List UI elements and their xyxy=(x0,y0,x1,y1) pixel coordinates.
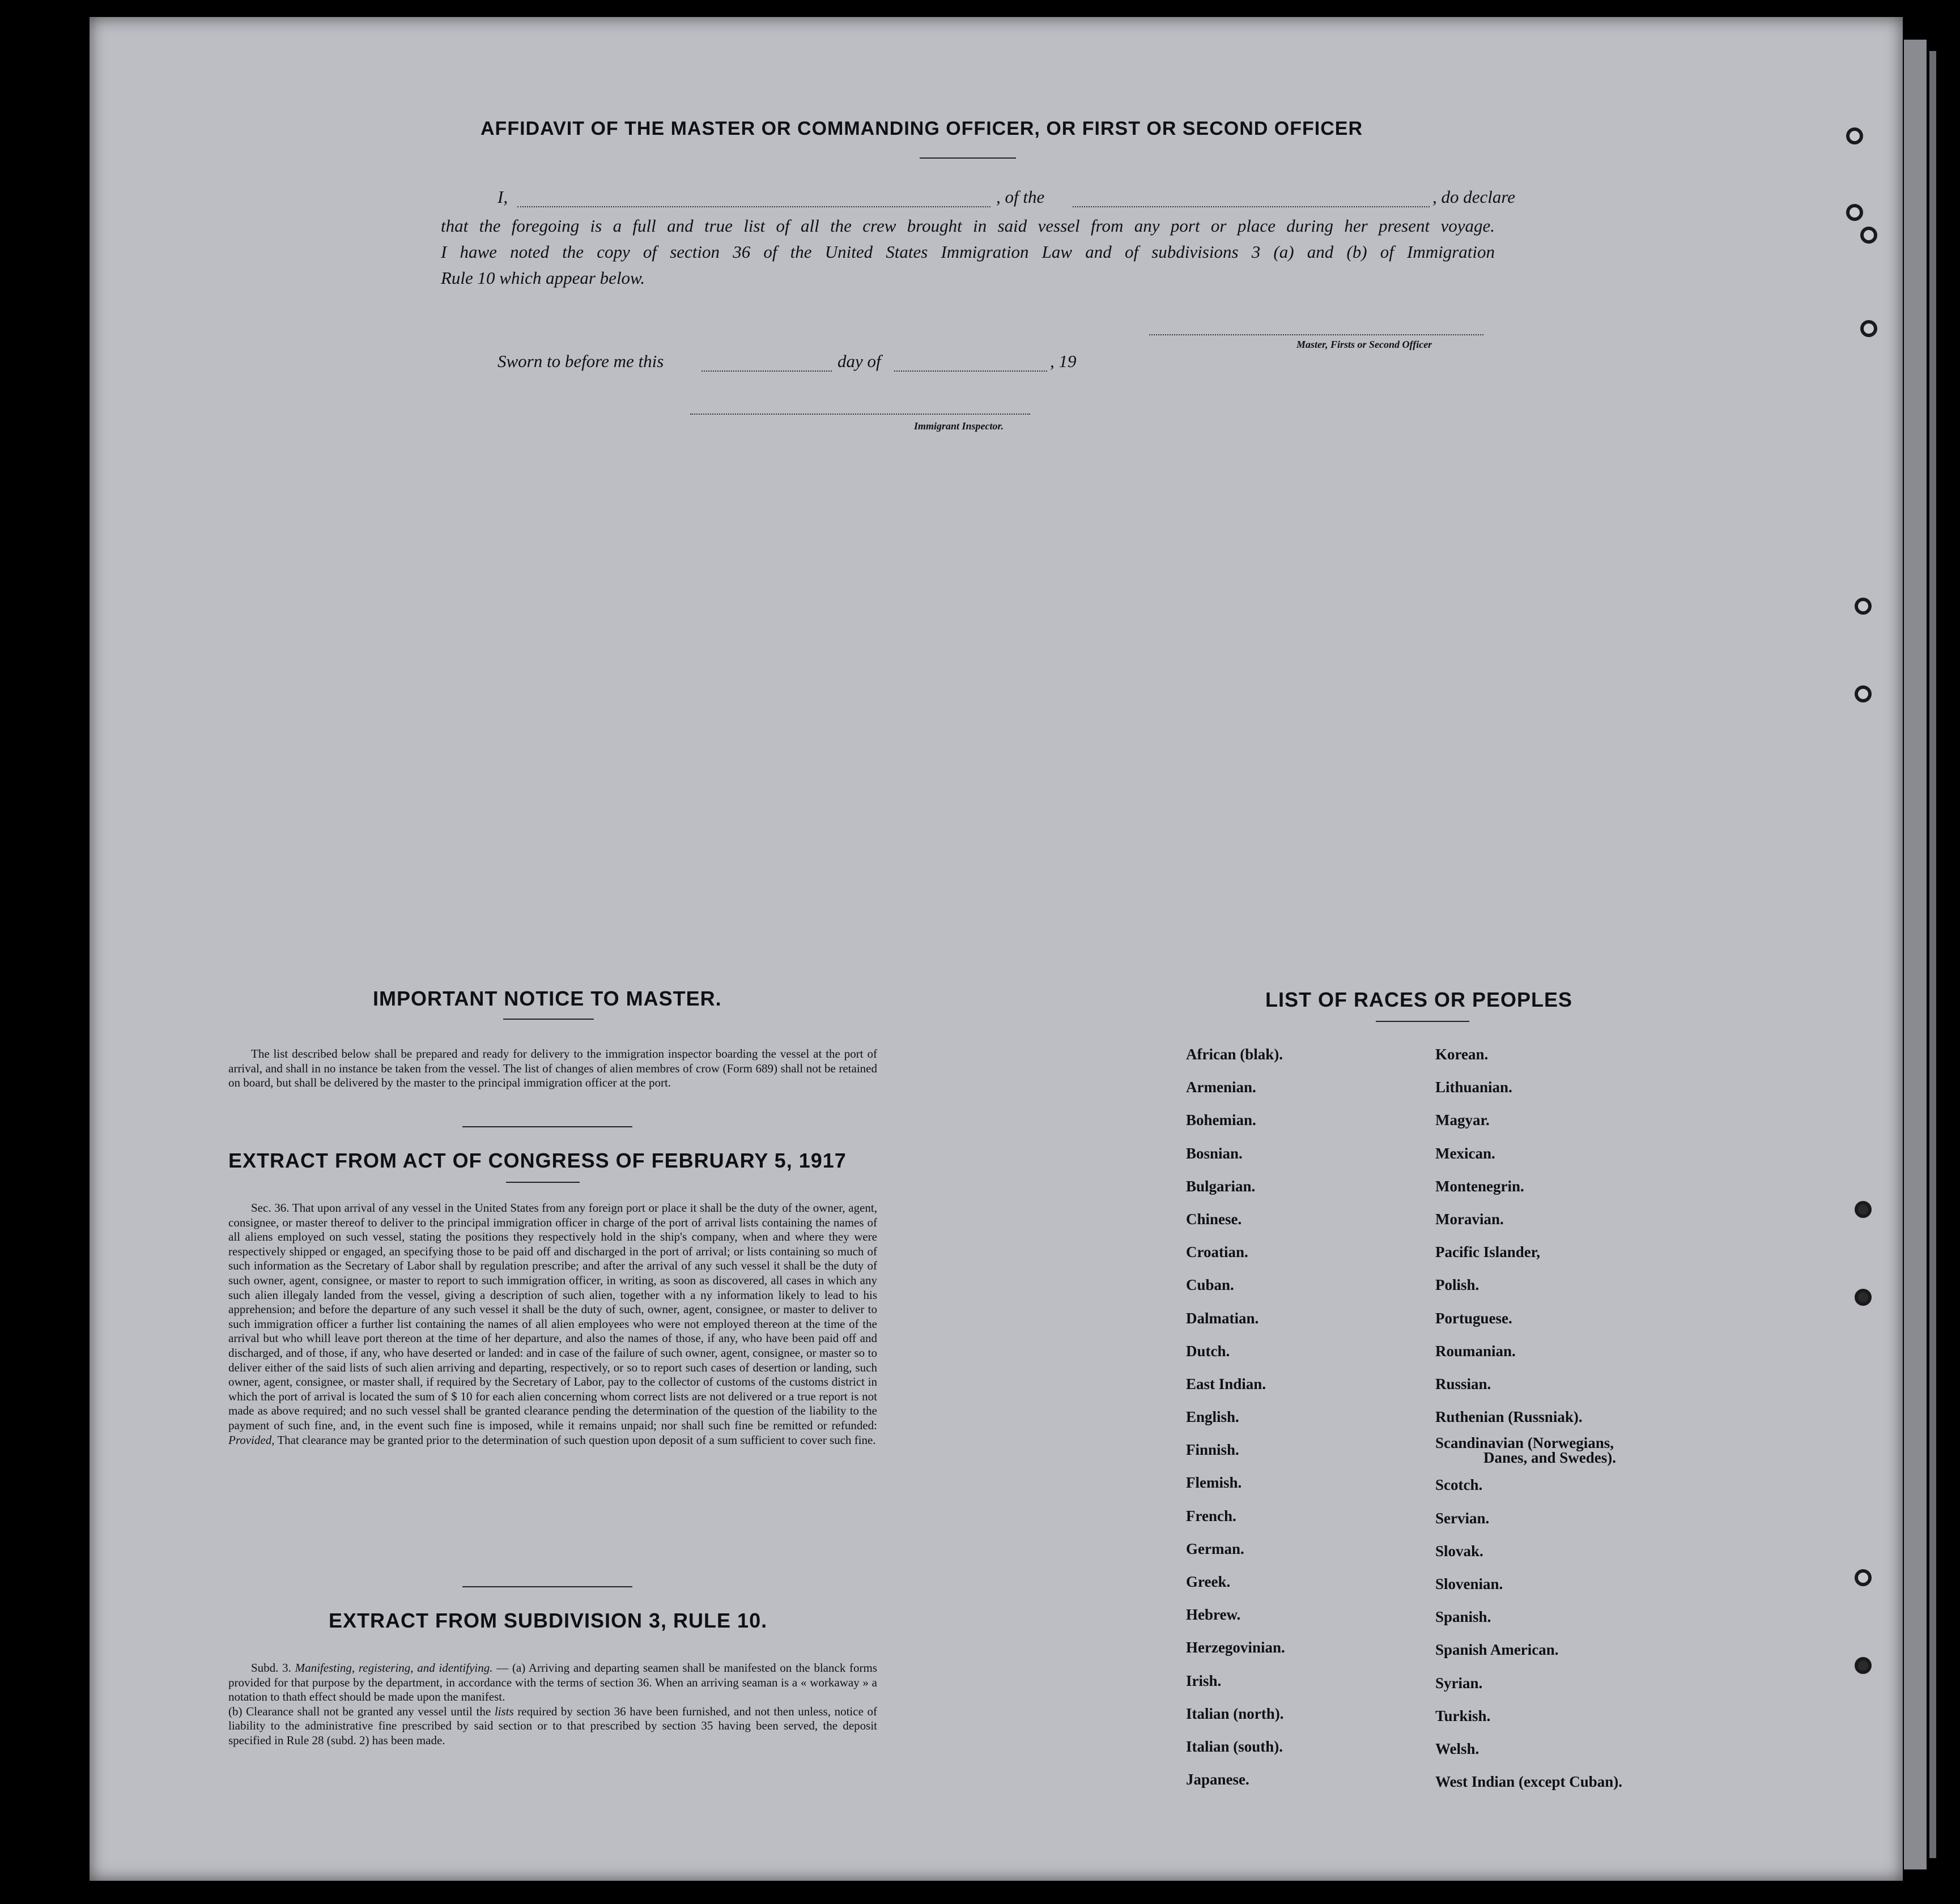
race-item: Slovenian. xyxy=(1435,1575,1503,1592)
race-item: Montenegrin. xyxy=(1435,1177,1524,1195)
race-item: Finnish. xyxy=(1186,1441,1239,1459)
notice-underline xyxy=(503,1019,594,1020)
race-item: African (blak). xyxy=(1186,1046,1283,1063)
punch-hole xyxy=(1855,598,1872,615)
race-item: Italian (south). xyxy=(1186,1737,1283,1755)
act-title: EXTRACT FROM ACT OF CONGRESS OF FEBRUARY 5, 1917 xyxy=(228,1149,847,1172)
declaration-line-3: I hawe noted the copy of section 36 of the United States Immigration Law and of subdivisions 3 (a) and (b) of Immigration xyxy=(441,242,1495,262)
page-edge xyxy=(1904,40,1927,1869)
rule10-para-a xyxy=(228,1661,877,1705)
race-item: Chinese. xyxy=(1186,1210,1242,1228)
race-item: Greek. xyxy=(1186,1573,1231,1590)
title-underline xyxy=(920,157,1016,159)
race-item-two-line xyxy=(1435,1433,1622,1468)
of-the-label: , of the xyxy=(996,187,1045,207)
declaration-line-2: that the foregoing is a full and true list of all the crew brought in said vessel from any port or place during her present voyage. xyxy=(441,216,1495,236)
para-b-lists: lists xyxy=(494,1704,514,1718)
manifest-page xyxy=(90,17,1903,1881)
race-item: Portuguese. xyxy=(1435,1309,1512,1327)
race-item: Croatian. xyxy=(1186,1243,1248,1261)
race-item: Servian. xyxy=(1435,1509,1490,1527)
inspector-caption: Immigrant Inspector. xyxy=(914,420,1004,432)
race-item: Bosnian. xyxy=(1186,1144,1243,1162)
punch-hole xyxy=(1846,204,1863,221)
race-item: Dutch. xyxy=(1186,1342,1230,1360)
para-a-text: — (a) Arriving and departing seamen shall be manifested on the blanck forms provided for that purpose by the department, in accordance with the terms of section 36. When an arriving seaman is a « workaway » a notation to thath effect should be made upon the manifest. xyxy=(228,1661,878,1704)
races-underline xyxy=(1376,1021,1469,1022)
vessel-blank xyxy=(1073,206,1430,207)
para-b-rest: required by section 36 have been furnished, and not then unless, notice of liability to the administrative fine prescribed by said section or to that prescribed by section 35 having been served, the deposit specified in Rule 28 (subd. 2) has been made. xyxy=(228,1704,878,1747)
sworn-line xyxy=(498,351,1177,377)
rule10-para-b xyxy=(228,1705,877,1748)
race-item: Scotch. xyxy=(1435,1476,1483,1494)
race-item: Spanish American. xyxy=(1435,1641,1559,1659)
race-item: French. xyxy=(1186,1507,1236,1524)
race-item: Polish. xyxy=(1435,1276,1479,1294)
race-item: Spanish. xyxy=(1435,1608,1491,1626)
race-item: Lithuanian. xyxy=(1435,1079,1512,1096)
notice-title: IMPORTANT NOTICE TO MASTER. xyxy=(373,987,722,1010)
race-item: Danes, and Swedes). xyxy=(1483,1449,1617,1467)
race-item: Armenian. xyxy=(1186,1079,1256,1096)
rule10-body xyxy=(228,1661,877,1748)
race-item: Hebrew. xyxy=(1186,1606,1241,1624)
subd-heading: Manifesting, registering, and identifying. xyxy=(295,1661,493,1675)
race-item: Japanese. xyxy=(1186,1771,1249,1788)
race-item: Mexican. xyxy=(1435,1144,1495,1162)
day-blank xyxy=(701,370,832,372)
race-item: Bulgarian. xyxy=(1186,1177,1256,1195)
subd-label: Subd. 3. xyxy=(251,1661,291,1675)
race-item: Magyar. xyxy=(1435,1111,1490,1129)
year-label: , 19 xyxy=(1050,351,1077,371)
race-item: Turkish. xyxy=(1435,1707,1491,1724)
race-item: Welsh. xyxy=(1435,1740,1479,1757)
race-item: English. xyxy=(1186,1408,1239,1426)
signature-line xyxy=(1149,334,1483,335)
i-label: I, xyxy=(498,187,508,207)
notice-divider xyxy=(462,1126,632,1127)
affidavit-title: AFFIDAVIT OF THE MASTER OR COMMANDING OFFICER, OR FIRST OR SECOND OFFICER xyxy=(481,118,1363,139)
punch-hole xyxy=(1860,227,1877,244)
race-item: Moravian. xyxy=(1435,1210,1504,1228)
act-underline xyxy=(506,1182,580,1183)
punch-hole xyxy=(1855,1289,1872,1306)
race-item: Bohemian. xyxy=(1186,1111,1256,1129)
race-item: Italian (north). xyxy=(1186,1705,1284,1722)
race-item: Flemish. xyxy=(1186,1474,1242,1492)
act-body xyxy=(228,1201,877,1447)
punch-hole xyxy=(1860,320,1877,337)
race-item: East Indian. xyxy=(1186,1375,1266,1392)
act-text-end: That clearance may be granted prior to the determination of such question upon deposit of a sum sufficient to cover such fine. xyxy=(277,1433,876,1447)
para-b-start: (b) Clearance shall not be granted any vessel until the xyxy=(228,1704,491,1718)
race-item: Russian. xyxy=(1435,1375,1491,1392)
punch-hole xyxy=(1855,1569,1872,1586)
punch-hole xyxy=(1855,1201,1872,1218)
act-text: That upon arrival of any vessel in the United States from any foreign port or place it shall be the duty of the owner, agent, consignee, or master thereof to deliver to the principal immigration officer in charge of the port of arrival lists containing the names of all aliens employed on such vessel, stating the positions they respectively hold in the ship's company, when and where they were respectively shipped or engaged, an specifying those to be paid off and discharged in the port of arrival; or lists containing so much of such information as the Secretary of Labor shall by regulation prescribe; and after the arrival of any such vessel it shall be the duty of such owner, agent, consignee, or master to report to such immigration officer, in writing, as soon as discovered, all cases in which any such alien illegaly landed from the vessel, giving a description of such alien, together with a ny information likely to lead to his apprehension; and before the departure of any such vessel it shall be the duty of such, owner, agent, consignee, or master to deliver to such immigration officer a further list containing the names of all alien employees who were not employed thereon at the time of the arrival but who whill leave port thereon at the time of her departure, and also the names of those, if any, who have been paid off and discharged, and of those, if any, who have deserted or landed: and in case of the failure of such owner, agent, consignee, or master so to deliver either of the said lists of such alien arriving and departing, respectively, or so to report such cases of desertion or landing, such owner, agent, consignee, or master shall, if required by the Secretary of Labor, pay to the collector of customs of the customs district in which the port of arrival is located the sum of $ 10 for each alien concerning whom correct lists are not delivered or a true report is not made as above required; and no such vessel shall be granted clearance pending the determination of the question of the liability to the payment of such fine, and, in the event such fine is imposed, while it remains unpaid; nor shall such fine be remitted or refunded: xyxy=(228,1201,877,1432)
rule10-title: EXTRACT FROM SUBDIVISION 3, RULE 10. xyxy=(329,1609,768,1632)
races-left-column xyxy=(1186,1038,1285,1796)
race-item: Ruthenian (Russniak). xyxy=(1435,1408,1583,1426)
page-edge-shadow xyxy=(1929,51,1936,1858)
race-item: German. xyxy=(1186,1540,1244,1557)
race-item: Roumanian. xyxy=(1435,1342,1516,1360)
punch-hole xyxy=(1855,1657,1872,1674)
sworn-label: Sworn to before me this xyxy=(498,351,664,371)
races-right-column xyxy=(1435,1038,1622,1798)
month-blank xyxy=(894,370,1047,372)
do-declare-label: , do declare xyxy=(1432,187,1516,207)
race-item: West Indian (except Cuban). xyxy=(1435,1773,1623,1791)
race-item: Dalmatian. xyxy=(1186,1309,1259,1327)
punch-hole xyxy=(1846,127,1863,144)
declaration-line-4: Rule 10 which appear below. xyxy=(441,268,645,288)
race-item: Cuban. xyxy=(1186,1276,1234,1294)
races-title: LIST OF RACES OR PEOPLES xyxy=(1265,988,1573,1011)
race-item: Irish. xyxy=(1186,1672,1222,1689)
signature-caption: Master, Firsts or Second Officer xyxy=(1296,339,1432,350)
notice-text: The list described below shall be prepared and ready for delivery to the immigration inspector boarding the vessel at the port of arrival, and shall in no instance be taken from the vessel. The list of changes of alien membres of crow (Form 689) shall not be retained on board, but shall be delivered by the master to the principal immigration officer at the port. xyxy=(228,1047,877,1090)
act-divider xyxy=(462,1586,632,1587)
inspector-line xyxy=(690,414,1030,415)
declaration-line-1 xyxy=(498,187,1585,213)
race-item: Herzegovinian. xyxy=(1186,1639,1285,1656)
race-item: Syrian. xyxy=(1435,1674,1483,1692)
name-blank xyxy=(517,206,990,207)
punch-hole xyxy=(1855,685,1872,702)
race-item: Pacific Islander, xyxy=(1435,1243,1540,1261)
race-item: Scandinavian (Norwegians, xyxy=(1435,1434,1614,1452)
race-item: Korean. xyxy=(1435,1046,1489,1063)
provided-label: Provided, xyxy=(228,1433,275,1447)
sec-label: Sec. 36. xyxy=(251,1201,290,1215)
race-item: Slovak. xyxy=(1435,1542,1483,1560)
day-of-label: day of xyxy=(837,351,881,371)
